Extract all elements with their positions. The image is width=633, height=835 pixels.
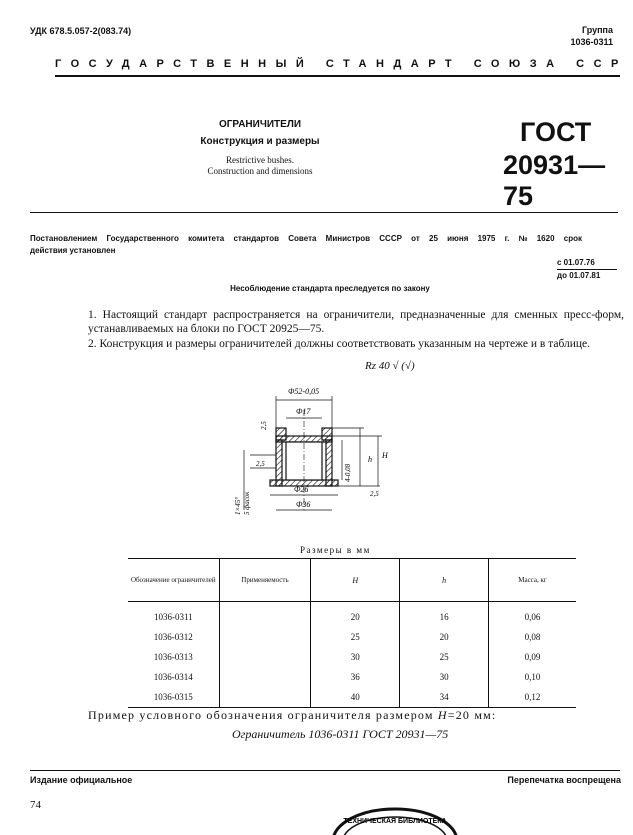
- header-mass: Масса, кг: [488, 559, 576, 602]
- middle-rule: [30, 212, 618, 213]
- table-row: [128, 687, 576, 708]
- standard-title: ГОСУДАРСТВЕННЫЙ СТАНДАРТ СОЮЗА ССР: [55, 58, 628, 70]
- dim-h4: 4-0,08: [344, 463, 352, 482]
- table-title: Размеры в мм: [300, 545, 371, 555]
- cell-H: 25: [311, 627, 400, 647]
- top-rule: [55, 75, 620, 77]
- header-designation: Обозначение ограничителей: [128, 559, 219, 602]
- dim-H: H: [382, 451, 388, 460]
- group-code: 1036-0311: [570, 37, 613, 47]
- example-line: [88, 708, 496, 723]
- group-label: Группа: [581, 25, 613, 35]
- cell-application: [219, 602, 311, 628]
- dim-chamfer-1: 1×45°: [234, 496, 242, 515]
- udk-code: УДК 678.5.057-2(083.74): [30, 26, 132, 36]
- dimensions-table: [128, 558, 576, 708]
- dim-d52: Ф52-0,05: [288, 387, 320, 396]
- law-notice: Несоблюдение стандарта преследуется по закону: [230, 284, 430, 293]
- subtitle-ru: Конструкция и размеры: [200, 136, 320, 147]
- cell-H: 40: [311, 687, 400, 708]
- cell-mass: 0,12: [488, 687, 576, 708]
- group-block: [570, 24, 613, 48]
- valid-to: до 01.07.81: [557, 269, 617, 282]
- dim-d36: Ф36: [296, 500, 311, 509]
- table-header-row: [128, 559, 576, 602]
- technical-drawing: [230, 370, 410, 520]
- gost-number: 20931—75: [503, 150, 606, 211]
- roughness-paren: (√): [401, 360, 415, 372]
- dim-chamfer-2: 5 фасок: [243, 491, 251, 515]
- cell-designation: 1036-0313: [153, 652, 193, 662]
- paragraph-1-text: 1. Настоящий стандарт распространяется на ограничители, предназначенные для сменных пресс-форм, устанавливаемых на блоки по ГОСТ 20925—75.: [88, 309, 624, 335]
- dim-w25-right: 2,5: [370, 490, 379, 498]
- library-stamp-icon: [330, 807, 460, 835]
- cell-designation: 1036-0311: [153, 612, 193, 622]
- paragraph-2: [58, 337, 624, 351]
- paragraph-2-text: 2. Конструкция и размеры ограничителей должны соответствовать указанным на чертеже и в таблице.: [88, 338, 591, 350]
- dim-h: h: [368, 455, 372, 464]
- dim-d17: Ф17: [296, 407, 311, 416]
- cell-application: [219, 687, 311, 708]
- example-designation: Ограничитель 1036-0311 ГОСТ 20931—75: [232, 727, 449, 741]
- decree-line-2: действия установлен: [30, 246, 116, 255]
- cell-mass: 0,08: [488, 627, 576, 647]
- example-h-var: H: [437, 708, 448, 722]
- cell-h: 25: [400, 647, 489, 667]
- paragraph-1: [58, 308, 624, 336]
- table-row: [128, 602, 576, 628]
- cell-h: 34: [400, 687, 489, 708]
- gost-label: ГОСТ: [520, 117, 592, 147]
- header-application: Применяемость: [219, 559, 311, 602]
- reprint-notice: Перепечатка воспрещена: [507, 775, 621, 785]
- title-en: Restrictive bushes.: [226, 155, 294, 165]
- example-prefix: Пример условного обозначения ограничителя размером: [88, 708, 434, 722]
- stamp-text: ТЕХНИЧЕСКАЯ БИБЛИОТЕКА: [343, 818, 447, 825]
- cell-designation: 1036-0314: [153, 672, 193, 682]
- cell-h: 16: [400, 602, 489, 628]
- cell-mass: 0,06: [488, 602, 576, 628]
- subtitle-en: Construction and dimensions: [207, 166, 313, 176]
- cell-H: 20: [311, 602, 400, 628]
- cell-application: [219, 667, 311, 687]
- header-h: h: [400, 559, 489, 602]
- decree-line-1: Постановлением Государственного комитета стандартов Совета Министров СССР от 25 июня 1975 г. № 1620 срок: [30, 234, 582, 243]
- cell-designation: 1036-0315: [128, 687, 219, 708]
- cell-h: 20: [400, 627, 489, 647]
- roughness-value: Rz 40: [365, 360, 390, 372]
- cell-H: 30: [311, 647, 400, 667]
- table-row: [128, 647, 576, 667]
- cell-designation: 1036-0312: [153, 632, 193, 642]
- table-row: [128, 627, 576, 647]
- cell-mass: 0,09: [488, 647, 576, 667]
- page-number: 74: [30, 799, 41, 811]
- validity-dates: [557, 257, 617, 282]
- cell-application: [219, 647, 311, 667]
- dim-w25-left: 2,5: [256, 460, 265, 468]
- title-en-block: [170, 155, 350, 177]
- cell-mass: 0,10: [488, 667, 576, 687]
- header-H: H: [311, 559, 400, 602]
- dim-w25-top: 2,5: [260, 421, 268, 430]
- bottom-rule: [30, 770, 620, 771]
- cell-H: 36: [311, 667, 400, 687]
- dim-d26: Ф26: [294, 485, 309, 494]
- table-row: [128, 667, 576, 687]
- official-edition: Издание официальное: [30, 775, 133, 785]
- valid-from: с 01.07.76: [557, 258, 595, 267]
- decree-text: [30, 233, 622, 257]
- cell-application: [219, 627, 311, 647]
- cell-h: 30: [400, 667, 489, 687]
- roughness-check-icon: √: [392, 360, 399, 372]
- example-value: =20 мм:: [447, 708, 497, 722]
- title-ru: ОГРАНИЧИТЕЛИ: [218, 119, 302, 130]
